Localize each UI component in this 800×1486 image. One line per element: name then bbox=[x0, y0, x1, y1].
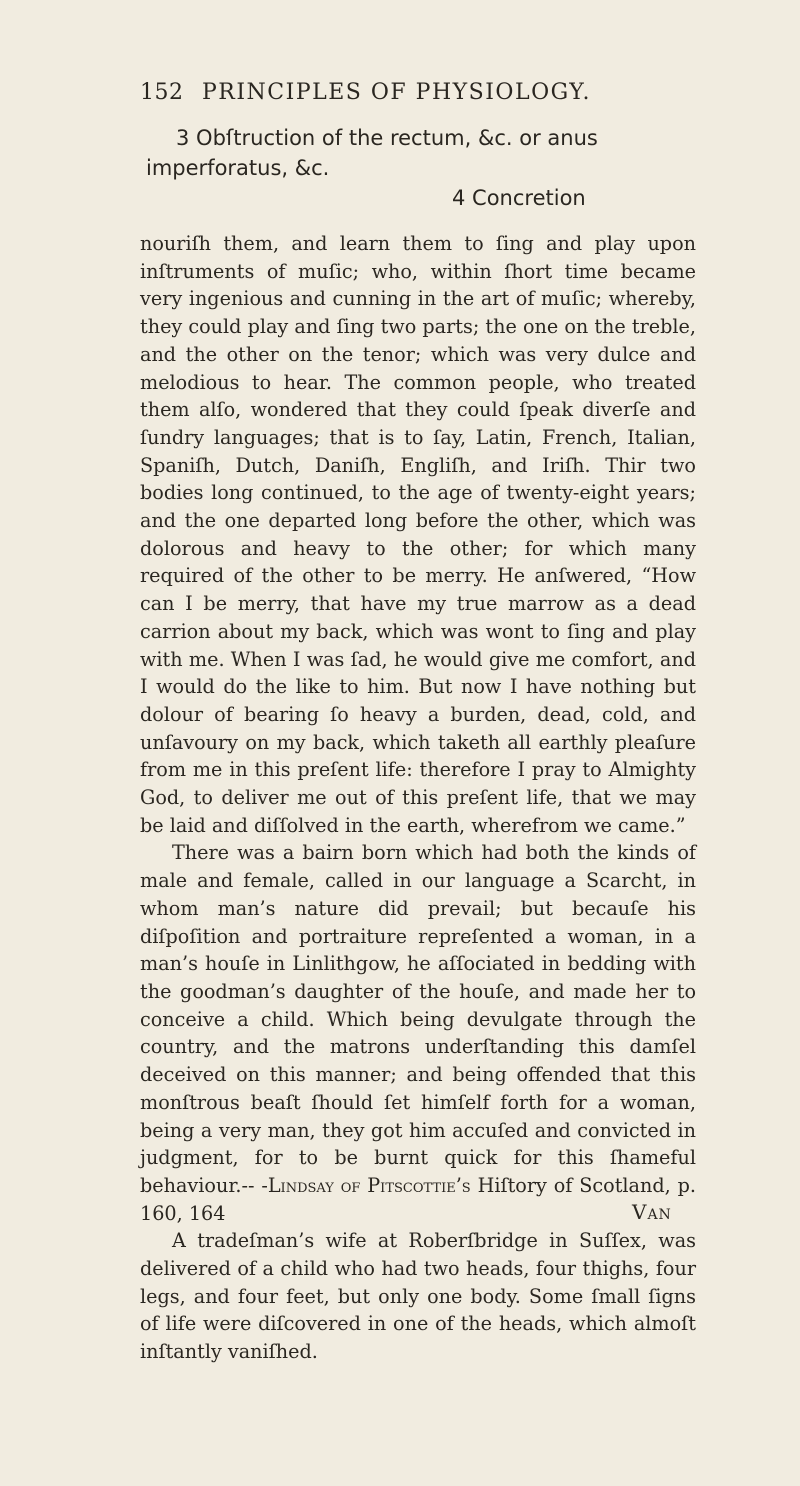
heading-imperforatus: imperforatus, &c. bbox=[146, 156, 330, 180]
running-head: PRINCIPLES OF PHYSIOLOGY. bbox=[202, 80, 591, 105]
paragraph-scarcht-text: There was a bairn born which had both the kinds of male and female, called in our language a Scarcht, in whom man’s nature did prevail; but becauſe his diſpoſition and portraiture repreſented a woman, in a man’s houſe in Linlithgow, he aſſociated in bedding with the goodman’s daughter of the houſe, and made her to conceive a child. Which being devulgate through the country, and the matrons underſtanding this damſel deceived on this manner; and being offended that this monſtrous beaſt ſhould ſet himſelf forth for a woman, being a very man, they got him accuſed and convicted in judgment, for to be burnt quick for this ſhameful behaviour.-- - bbox=[140, 841, 696, 1197]
heading-concretion: 4 Concretion bbox=[452, 186, 586, 210]
catchword: Van bbox=[632, 1200, 672, 1224]
heading-obstruction: 3 Obſtruction of the rectum, &c. or anus bbox=[176, 126, 598, 150]
page-number: 152 bbox=[140, 80, 184, 105]
paragraph-twins: nouriſh them, and learn them to ſing and play upon inſtruments of muſic; who, within ſhort time became very ingenious and cunning in the art of muſic; whereby, they could play and ſing two parts; the one on the treble, and the other on the tenor; which was very dulce and melodious to hear. The common people, who treated them alſo, wondered that they could ſpeak diverſe and ſundry languages; that is to ſay, Latin, French, Italian, Spaniſh, Dutch, Daniſh, Engliſh, and Iriſh. Thir two bodies long continued, to the age of twenty-eight years; and the one departed long before the other, which was dolorous and heavy to the other; for which many required of the other to be merry. He anſwered, “How can I be merry, that have my true marrow as a dead carrion about my back, which was wont to ſing and play with me. When I was ſad, he would give me comfort, and I would do the like to him. But now I have nothing but dolour of bearing ſo heavy a burden, dead, cold, and unſavoury on my back, which taketh all earthly pleaſure from me in this preſent life: therefore I pray to Almighty God, to deliver me out of this preſent life, that we may be laid and diſſolved in the earth, wherefrom we came.” bbox=[140, 232, 696, 837]
paragraph-scarcht bbox=[140, 839, 696, 1227]
paragraph-robersbridge: A tradeſman’s wife at Roberſbridge in Suſſex, was delivered of a child who had two heads, four thighs, four legs, and four feet, but only one body. Some ſmall ſigns of life were diſcovered in one of the heads, which almoſt inſtantly vaniſhed. bbox=[140, 1229, 696, 1364]
citation-source: Hiſtory of Scotland, p. 160, 164 bbox=[140, 1173, 696, 1225]
citation-author: Lindsay of Pitscottie’s bbox=[267, 1173, 471, 1197]
body-text bbox=[140, 230, 696, 1366]
